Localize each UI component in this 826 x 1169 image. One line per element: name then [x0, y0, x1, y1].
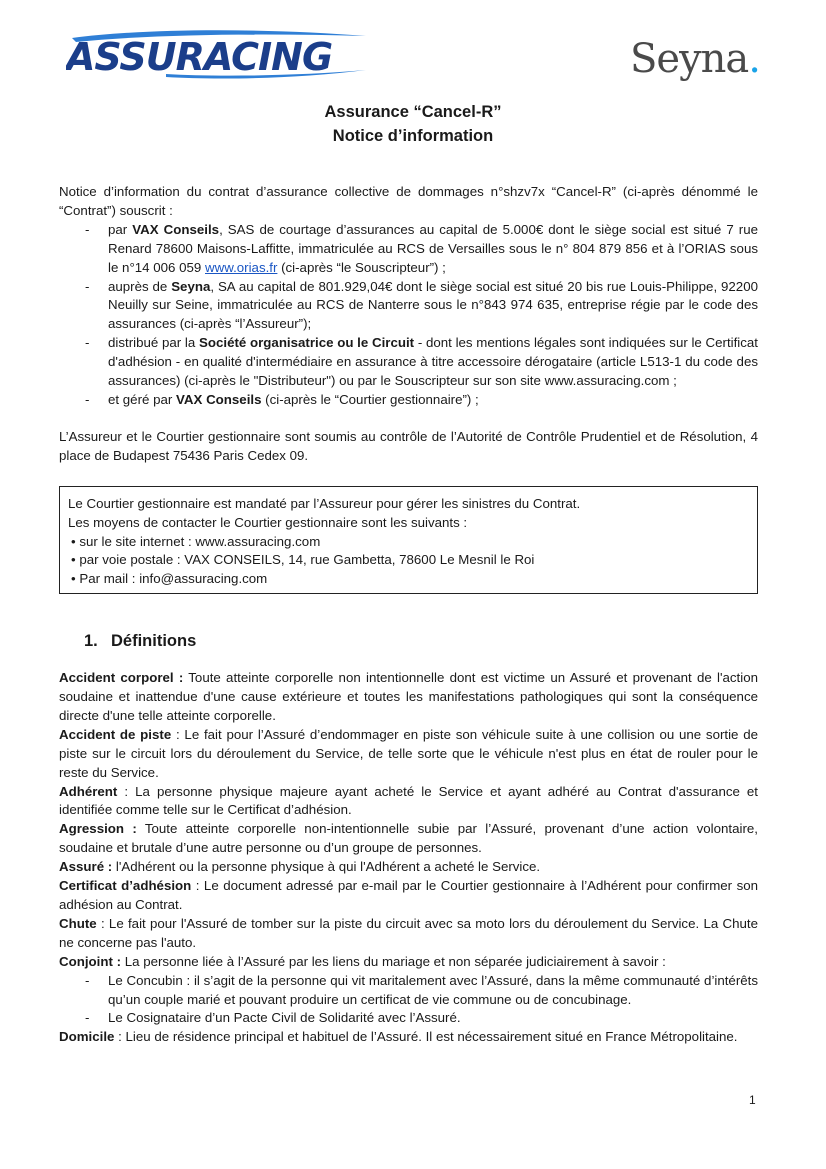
definitions-list	[59, 669, 758, 1047]
party-item: - par VAX Conseils, SAS de courtage d’assurances au capital de 5.000€ dont le siège social est situé 7 rue Renard 78600 Maisons-Laffitte, immatriculée au RCS de Versailles sous le n° 804 879 856 et à l’ORIAS sous le n°14 006 059 www.orias.fr (ci-après “le Souscripteur”) ;	[59, 221, 758, 278]
control-paragraph: L’Assureur et le Courtier gestionnaire sont soumis au contrôle de l’Autorité de Contrôle Prudentiel et de Résolution, 4 place de Budapest 75436 Paris Cedex 09.	[59, 428, 758, 463]
orias-link[interactable]: www.orias.fr	[205, 259, 278, 275]
definition-item: Certificat d’adhésion : Le document adressé par e-mail par le Courtier gestionnaire à l’Adhérent pour confirmer son adhésion au Contrat.	[59, 878, 759, 912]
definition-item: Accident de piste : Le fait pour l’Assuré d’endommager en piste son véhicule suite à une collision ou une sortie de piste sur le circuit lors du déroulement du Service, de telle sorte que le véhicule n'est plus en état de rouler pour le reste du Service.	[59, 726, 758, 780]
assuracing-logo-text: ASSURACING	[66, 35, 333, 79]
box-bullet: • par voie postale : VAX CONSEILS, 14, rue Gambetta, 78600 Le Mesnil le Roi	[71, 552, 535, 568]
definition-item: Adhérent : La personne physique majeure ayant acheté le Service et ayant adhéré au Contrat d'assurance et identifiée comme telle sur le Certificat d’adhésion.	[59, 783, 758, 818]
parties-list	[59, 221, 758, 410]
definition-item: Agression : Toute atteinte corporelle non-intentionnelle subie par l’Assuré, provenant d’une action volontaire, soudaine et brutale d’une autre personne ou d’un groupe de personnes.	[59, 821, 758, 856]
box-bullet: • sur le site internet : www.assuracing.com	[71, 533, 321, 549]
box-line-1: Le Courtier gestionnaire est mandaté par l’Assureur pour gérer les sinistres du Contrat.	[68, 495, 581, 511]
definition-item: Domicile : Lieu de résidence principal et habituel de l’Assuré. Il est nécessairement situé en France Métropolitaine.	[59, 1029, 738, 1045]
definition-item: Assuré : l'Adhérent ou la personne physique à qui l'Adhérent a acheté le Service.	[59, 859, 541, 875]
box-bullet: • Par mail : info@assuracing.com	[71, 571, 268, 587]
seyna-logo-text: Seyna	[630, 36, 749, 82]
contact-box	[59, 486, 758, 595]
party-item: - et géré par VAX Conseils (ci-après le “Courtier gestionnaire”) ;	[59, 391, 758, 410]
title-line-2: Notice d’information	[332, 127, 494, 145]
conjoint-item: - Le Cosignataire d’un Pacte Civil de Solidarité avec l’Assuré.	[59, 1009, 758, 1028]
intro-paragraph: Notice d’information du contrat d’assurance collective de dommages n°shzv7x “Cancel-R” (ci-après dénommé le “Contrat”) souscrit :	[59, 184, 758, 218]
definition-item: Conjoint : La personne liée à l’Assuré par les liens du mariage et non séparée judiciairement à savoir :	[59, 953, 666, 969]
box-line-2: Les moyens de contacter le Courtier gestionnaire sont les suivants :	[68, 514, 468, 530]
page-number: 1	[749, 1093, 756, 1107]
definition-item: Chute : Le fait pour l'Assuré de tomber sur la piste du circuit avec sa moto lors du déroulement du Service. La Chute ne concerne pas l'auto.	[59, 915, 758, 950]
document-title	[0, 100, 826, 148]
seyna-logo	[630, 36, 760, 82]
conjoint-item: - Le Concubin : il s’agit de la personne qui vit maritalement avec l’Assuré, dans la même communauté d’intérêts qu’un couple marié et pouvant produire un certificat de vie commune ou de concubinage.	[59, 972, 758, 1010]
seyna-logo-dot: .	[748, 36, 760, 82]
party-item: - distribué par la Société organisatrice ou le Circuit - dont les mentions légales sont indiquées sur le Certificat d'adhésion - en qualité d'intermédiaire en assurance à titre accessoire dérogataire (article L513-1 du code des assurances) (ci-après le "Distributeur") ou par le Souscripteur sur son site www.assuracing.com ;	[59, 334, 758, 391]
section-heading-definitions: 1. Définitions	[84, 632, 197, 651]
document-body	[59, 183, 758, 1047]
title-line-1: Assurance “Cancel-R”	[324, 103, 502, 121]
assuracing-logo	[66, 30, 382, 80]
definition-item: Accident corporel : Toute atteinte corporelle non intentionnelle dont est victime un Assuré et provenant de l'action soudaine et inattendue d'une cause extérieure et toutes les manifestations pathologiques qui sont la conséquence directe d'une telle atteinte corporelle.	[59, 670, 758, 723]
party-item: - auprès de Seyna, SA au capital de 801.929,04€ dont le siège social est situé 20 bis rue Louis-Philippe, 92200 Neuilly sur Seine, immatriculée au RCS de Nanterre sous le n°843 974 635, entreprise régie par le code des assurances (ci-après “l’Assureur”);	[59, 278, 758, 335]
conjoint-list	[59, 972, 758, 1029]
